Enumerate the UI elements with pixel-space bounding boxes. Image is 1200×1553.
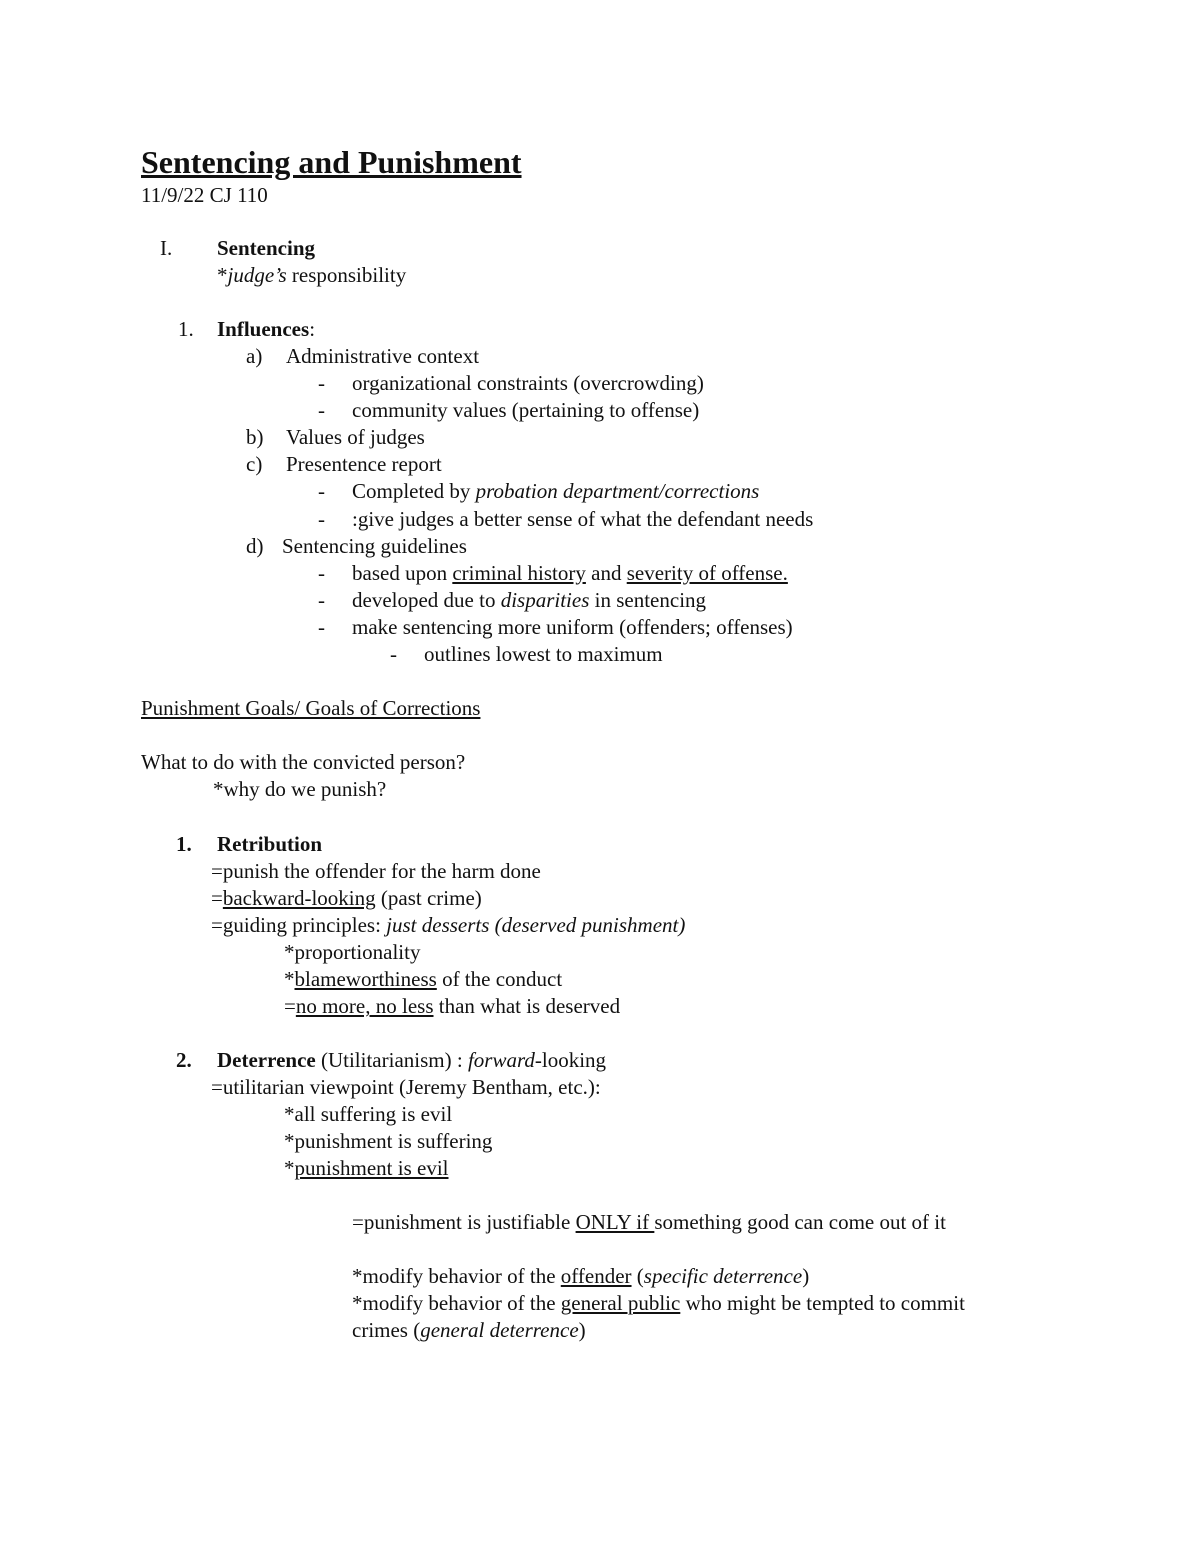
subitem-based-upon: based upon criminal history and severity of offense. — [352, 561, 788, 585]
dash-bullet: - — [318, 507, 325, 531]
item-b-marker: b) — [246, 425, 264, 449]
dash-bullet: - — [318, 479, 325, 503]
punishment-is-suffering: *punishment is suffering — [284, 1129, 493, 1153]
deterrence-marker: 2. — [176, 1048, 192, 1072]
dash-bullet: - — [318, 398, 325, 422]
dash-bullet: - — [318, 561, 325, 585]
deterrence-heading: Deterrence (Utilitarianism) : forward-looking — [217, 1048, 607, 1072]
dash-bullet: - — [318, 588, 325, 612]
principle-blameworthiness: *blameworthiness of the conduct — [284, 967, 563, 991]
retribution-line-backward: =backward-looking (past crime) — [211, 886, 482, 910]
general-deterrence-line: crimes (general deterrence) — [352, 1318, 586, 1342]
retribution-heading: Retribution — [217, 832, 322, 856]
item-values-of-judges: Values of judges — [286, 425, 425, 449]
item-a-marker: a) — [246, 344, 263, 368]
specific-deterrence-line: *modify behavior of the offender (specific deterrence) — [352, 1264, 810, 1288]
item-d-marker: d) — [246, 534, 264, 558]
punishment-is-evil: *punishment is evil — [284, 1156, 449, 1180]
dash-bullet: - — [318, 371, 325, 395]
retribution-line-harm: =punish the offender for the harm done — [211, 859, 541, 883]
date-course-line: 11/9/22 CJ 110 — [141, 183, 268, 207]
influences-marker: 1. — [178, 317, 194, 341]
influences-heading: Influences: — [217, 317, 316, 341]
item-sentencing-guidelines: Sentencing guidelines — [282, 534, 467, 558]
subitem-give-judges: :give judges a better sense of what the defendant needs — [352, 507, 814, 531]
subitem-developed-due-to: developed due to disparities in sentencing — [352, 588, 707, 612]
punishment-justifiable-line: =punishment is justifiable ONLY if something good can come out of it — [352, 1210, 946, 1234]
item-c-marker: c) — [246, 452, 263, 476]
dash-bullet: - — [318, 615, 325, 639]
item-presentence-report: Presentence report — [286, 452, 442, 476]
convicted-person-question: What to do with the convicted person? — [141, 750, 466, 774]
general-public-line: *modify behavior of the general public who might be tempted to commit — [352, 1291, 965, 1315]
subitem-community-values: community values (pertaining to offense) — [352, 398, 700, 422]
subitem-completed-by: Completed by probation department/corrections — [352, 479, 760, 503]
principle-no-more-no-less: =no more, no less than what is deserved — [284, 994, 621, 1018]
punishment-goals-heading: Punishment Goals/ Goals of Corrections — [141, 696, 481, 720]
subitem-make-uniform: make sentencing more uniform (offenders; offenses) — [352, 615, 793, 639]
judge-responsibility-note: *judge’s responsibility — [217, 263, 407, 287]
sentencing-heading: Sentencing — [217, 236, 316, 260]
subitem-organizational-constraints: organizational constraints (overcrowding) — [352, 371, 704, 395]
subitem-outlines-lowest: outlines lowest to maximum — [424, 642, 663, 666]
deterrence-utilitarian-line: =utilitarian viewpoint (Jeremy Bentham, etc.): — [211, 1075, 601, 1099]
dash-bullet: - — [390, 642, 397, 666]
page-title: Sentencing and Punishment — [141, 144, 522, 180]
retribution-line-principles: =guiding principles: just desserts (deserved punishment) — [211, 913, 686, 937]
item-administrative-context: Administrative context — [286, 344, 480, 368]
suffering-is-evil: *all suffering is evil — [284, 1102, 453, 1126]
roman-numeral-marker: I. — [160, 236, 173, 260]
why-punish-note: *why do we punish? — [213, 777, 387, 801]
principle-proportionality: *proportionality — [284, 940, 421, 964]
retribution-marker: 1. — [176, 832, 192, 856]
